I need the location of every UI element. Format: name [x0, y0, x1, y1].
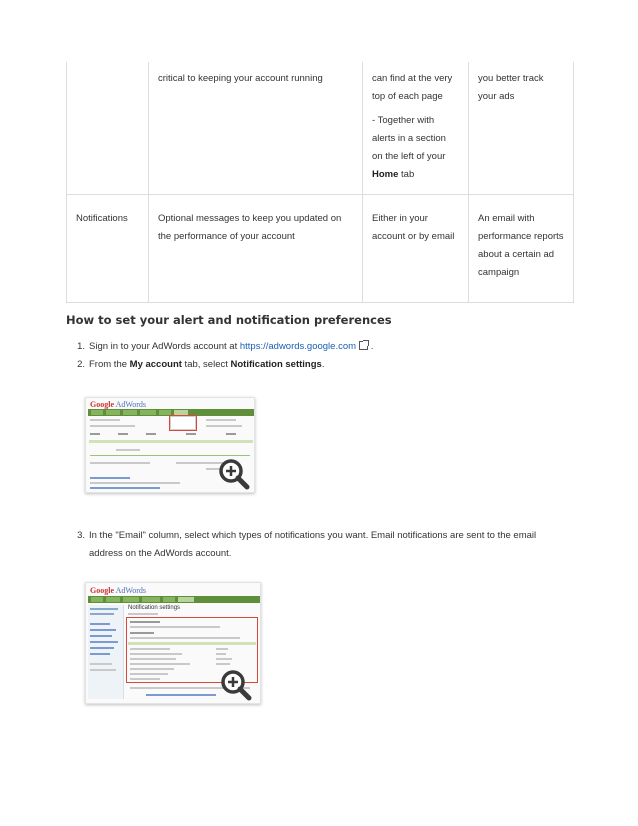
table-cell [363, 195, 469, 303]
table-cell [469, 195, 574, 303]
table-cell [149, 195, 363, 303]
cell-text: critical to keeping your account running [158, 73, 323, 84]
section-title: How to set your alert and notification preferences [66, 313, 392, 327]
table-cell [149, 62, 363, 195]
adwords-logo: Google AdWords [90, 400, 147, 409]
screenshot-heading: Notification settings [128, 605, 181, 611]
notification-settings-label: Notification settings [230, 359, 322, 370]
sidebar [88, 605, 124, 699]
row-heading: Notifications [76, 213, 128, 224]
highlight-box [169, 415, 197, 431]
alerts-notifications-table [66, 62, 574, 303]
nav-bar [88, 596, 260, 603]
cell-text: - Together with alerts in a section on the left of your Home tab [372, 115, 446, 180]
list-item: 3. In the "Email" column, select which types of notifications you want. Email notifications are sent to the email address on the AdWords account. [77, 530, 537, 559]
zoom-in-magnifier-icon[interactable] [216, 456, 252, 492]
home-tab-label: Home [372, 169, 399, 180]
adwords-screenshot-my-account[interactable] [85, 397, 255, 493]
adwords-logo: Google AdWords [90, 586, 147, 595]
my-account-label: My account [129, 359, 182, 370]
zoom-in-magnifier-icon[interactable] [218, 667, 254, 703]
cell-text: you better track your ads [478, 73, 544, 102]
external-link-icon [359, 341, 368, 350]
list-item: 2. From the My account tab, select Notification settings. [77, 359, 325, 370]
cell-text: Either in your account or by email [372, 213, 455, 242]
table-cell [469, 62, 574, 195]
table-row [67, 195, 574, 303]
cell-text: can find at the very top of each page [372, 73, 453, 102]
cell-text: Optional messages to keep you updated on the performance of your account [158, 213, 342, 242]
table-cell [67, 195, 149, 303]
list-item: 1. Sign in to your AdWords account at https://adwords.google.com . [77, 341, 374, 352]
adwords-link[interactable]: https://adwords.google.com [239, 341, 357, 352]
table-cell [67, 62, 149, 195]
cell-text: An email with performance reports about a certain ad campaign [478, 213, 564, 278]
table-row [67, 62, 574, 195]
adwords-screenshot-notification-settings[interactable] [85, 582, 261, 704]
table-cell [363, 62, 469, 195]
